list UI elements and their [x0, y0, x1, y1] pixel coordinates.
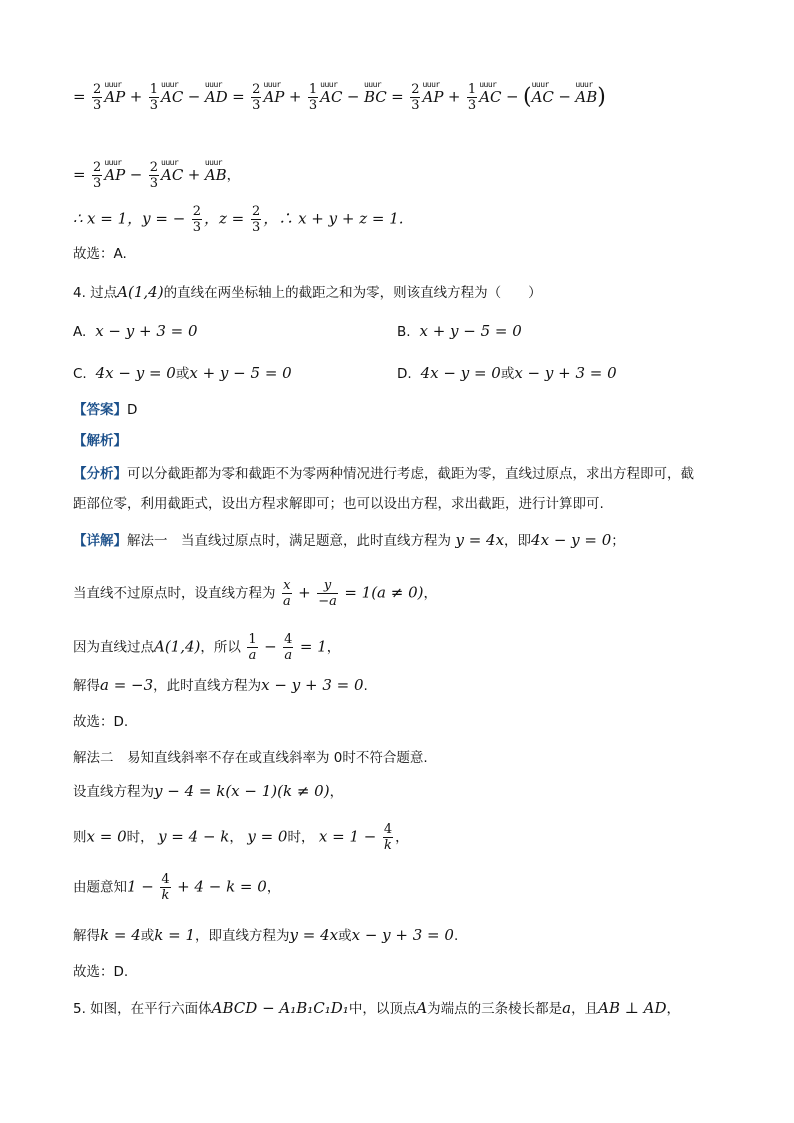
fenxi-tag: 【分析】 — [73, 466, 127, 482]
vector-bc: uuur BC — [364, 87, 387, 107]
detail-tag: 【详解】 — [73, 533, 127, 549]
analysis-row — [73, 431, 127, 451]
fraction: $\frac{2}{3}$ — [411, 82, 420, 113]
option-a: A. x − y + 3 = 0 — [73, 322, 198, 340]
fenxi-row-2: 距部位零，利用截距式，设出方程求解即可；也可以设出方程，求出截距，进行计算即可. — [73, 496, 604, 512]
fraction: $\frac{x}{a}$ — [282, 578, 291, 609]
vector-ac: uuur AC — [320, 87, 342, 107]
fraction: $\frac{2}{3}$ — [93, 82, 102, 113]
result-line: ∴ x = 1，y = − $\frac{2}{3}$ ，z = $\frac{2}{3}$ ，∴ x + y + z = 1. — [73, 204, 404, 235]
fraction: $\frac{1}{a}$ — [248, 632, 257, 663]
fraction: $\frac{1}{3}$ — [149, 82, 159, 113]
detail-line-9: 解得k = 4或k = 1，即直线方程为y = 4x或x − y + 3 = 0. — [73, 926, 459, 944]
detail-line-8: 由题意知1 − $\frac{4}{k}$ + 4 − k = 0， — [73, 872, 281, 903]
answer-row — [73, 400, 137, 420]
vector-ap: uuur AP — [263, 87, 284, 107]
answer-value: D — [127, 402, 138, 418]
fraction: $\frac{4}{k}$ — [383, 822, 393, 853]
option-c: C. 4x − y = 0或x + y − 5 = 0 — [73, 364, 292, 382]
paren-close: ) — [597, 84, 606, 110]
vector-ap: uuur AP — [422, 87, 443, 107]
vector-ab: uuur AB — [575, 87, 597, 107]
detail-answer-2: 故选：D. — [73, 964, 129, 980]
vector-ac: uuur AC — [532, 87, 554, 107]
vector-ap: uuur AP — [104, 165, 125, 185]
fraction: $\frac{1}{3}$ — [467, 82, 477, 113]
fraction: $\frac{2}{3}$ — [149, 160, 159, 191]
fraction: $\frac{4}{a}$ — [284, 632, 293, 663]
answer-tag: 【答案】 — [73, 402, 127, 418]
option-d: D. 4x − y = 0或x − y + 3 = 0 — [397, 364, 617, 382]
option-b: B. x + y − 5 = 0 — [397, 322, 522, 340]
detail-line-6: 设直线方程为y − 4 = k(x − 1)(k ≠ 0)， — [73, 782, 344, 800]
vector-equation-line-2: = $\frac{2}{3}$ uuur AP − $\frac{2}{3}$ uuur AC + uuur AB， — [73, 160, 240, 191]
fraction: $\frac{2}{3}$ — [93, 160, 102, 191]
vector-ap: uuur AP — [104, 87, 125, 107]
question-5-stem: 5. 如图，在平行六面体ABCD − A₁B₁C₁D₁中，以顶点A为端点的三条棱长都是a，且AB ⊥ AD， — [73, 999, 680, 1017]
question-4-stem: 4. 过点A(1,4)的直线在两坐标轴上的截距之和为零，则该直线方程为（ ） — [73, 283, 542, 301]
detail-line-7: 则x = 0时， y = 4 − k， y = 0时， x = 1 − $\frac{4}{k}$ ， — [73, 822, 409, 853]
detail-line-2: 当直线不过原点时，设直线方程为 $\frac{x}{a}$ + $\frac{y}{-a}$ = 1(a ≠ 0)， — [73, 578, 437, 609]
detail-line-3: 因为直线过点A(1,4)，所以 $\frac{1}{a}$ − $\frac{4}{a}$ = 1， — [73, 632, 341, 663]
vector-ac: uuur AC — [479, 87, 501, 107]
detail-method-1: 【详解】解法一 当直线过原点时，满足题意，此时直线方程为 y = 4x，即4x − y = 0； — [73, 531, 625, 549]
fraction: $\frac{2}{3}$ — [192, 204, 201, 235]
paren-open: ( — [522, 84, 532, 110]
vector-ad: uuur AD — [205, 87, 228, 107]
fraction: $\frac{4}{k}$ — [161, 872, 170, 903]
vector-equation-line-1: = $\frac{2}{3}$ uuur AP + $\frac{1}{3}$ uuur AC − uuur AD = $\frac{2}{3}$ uuur AP + $\frac{1}{3}$ uuur AC − uuur BC = $\frac{2}{3}$ uuur AP + $\frac{1}{3}$ uuur AC − (uuur AC − uuur AB) — [73, 82, 606, 113]
detail-answer-1: 故选：D. — [73, 714, 129, 730]
detail-line-4: 解得a = −3，此时直线方程为x − y + 3 = 0. — [73, 676, 368, 694]
fraction: $\frac{y}{-a}$ — [318, 578, 337, 609]
analysis-tag: 【解析】 — [73, 433, 127, 449]
detail-method-2: 解法二 易知直线斜率不存在或直线斜率为 0时不符合题意. — [73, 750, 428, 766]
vector-ab: uuur AB — [205, 165, 227, 185]
answer-a: 故选：A. — [73, 246, 127, 262]
vector-ac: uuur AC — [161, 165, 183, 185]
fraction: $\frac{2}{3}$ — [252, 204, 261, 235]
vector-ac: uuur AC — [161, 87, 183, 107]
fraction: $\frac{2}{3}$ — [252, 82, 261, 113]
fenxi-row-1: 【分析】可以分截距都为零和截距不为零两种情况进行考虑，截距为零，直线过原点，求出方程即可，截 — [73, 466, 694, 482]
fraction: $\frac{1}{3}$ — [308, 82, 318, 113]
